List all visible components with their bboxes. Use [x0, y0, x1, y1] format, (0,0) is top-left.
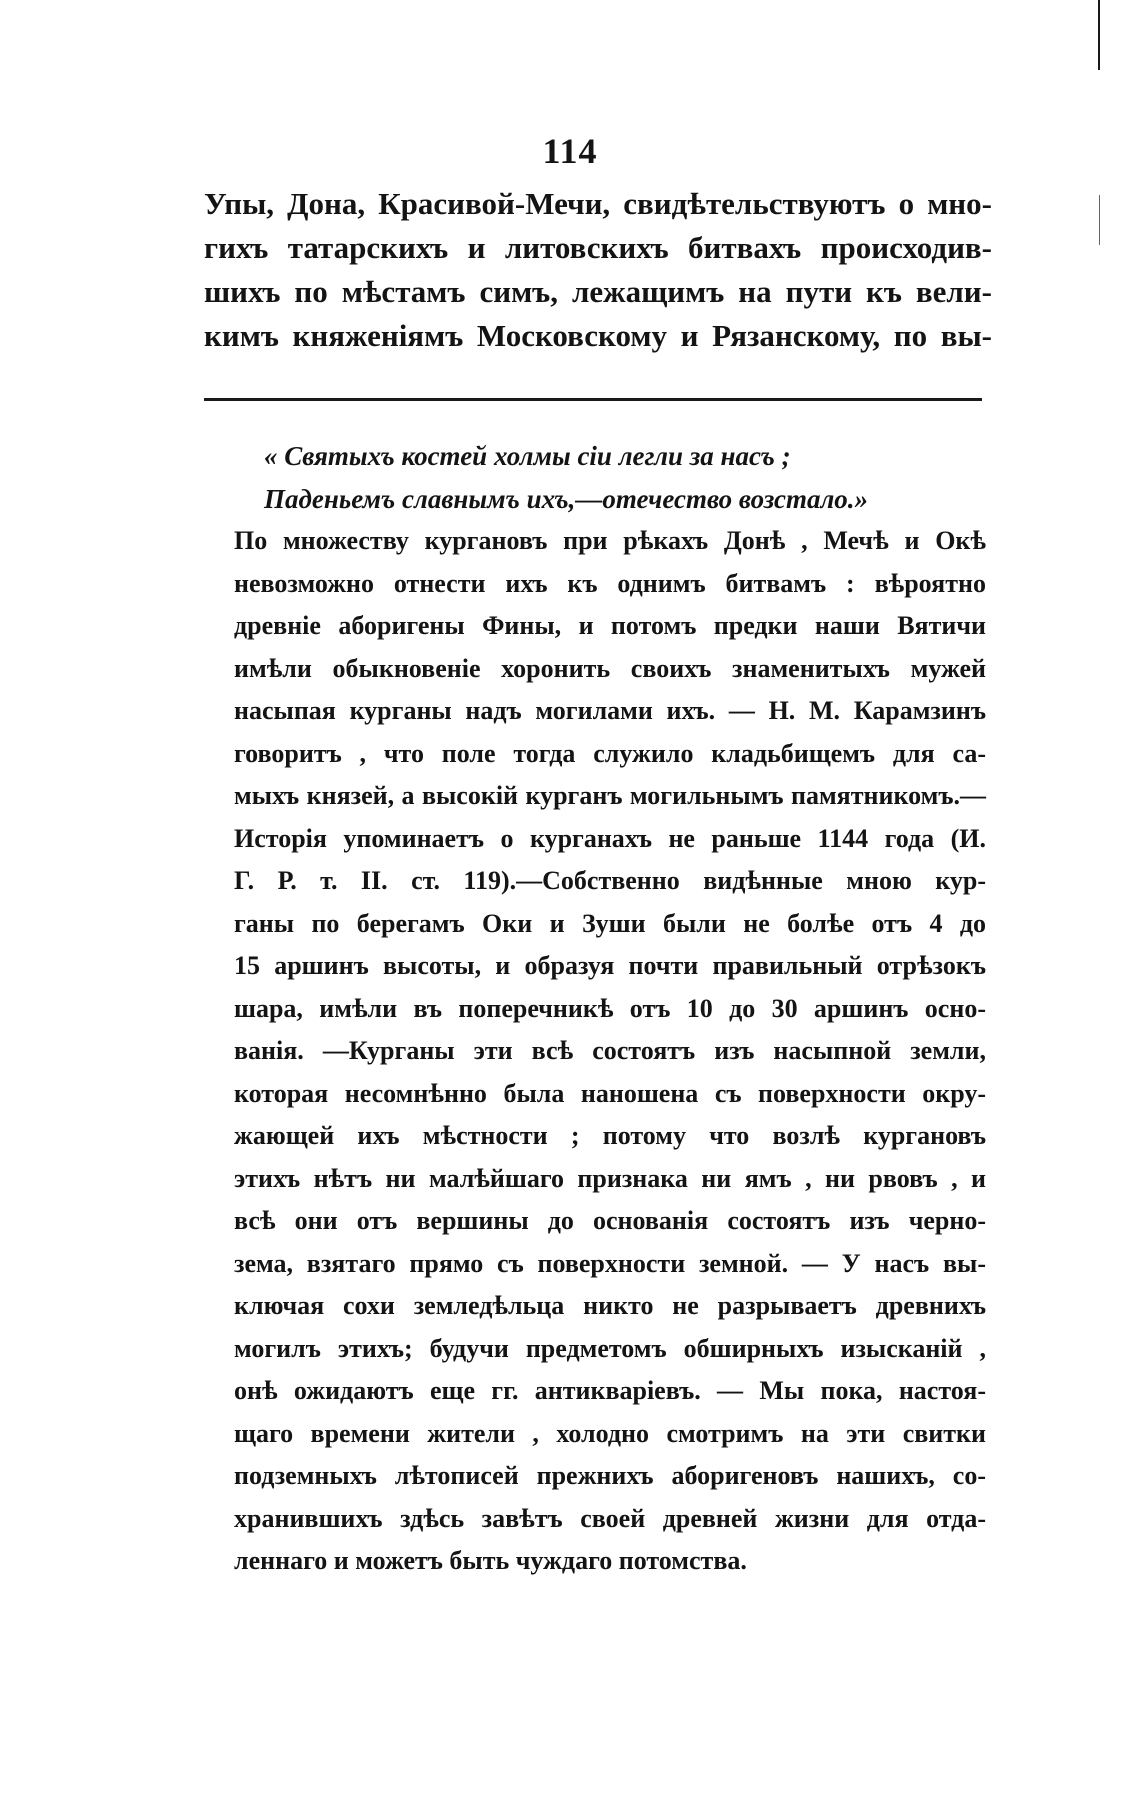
footnote-verse-line: Паденьемъ славнымъ ихъ,—отечество возстало.»	[264, 483, 869, 514]
footnote-line: леннаго и можетъ быть чуждаго потомства.	[234, 1546, 747, 1575]
main-text-line: шихъ по мѣстамъ симъ, лежащимъ на пути къ вели-	[204, 274, 992, 309]
footnote-separator	[204, 398, 982, 401]
main-text-line: кимъ княженіямъ Московскому и Рязанскому, по вы-	[204, 318, 992, 353]
main-text-block	[204, 182, 992, 358]
footnote-line: насыпая курганы надъ могилами ихъ. — Н. М. Карамзинъ	[234, 696, 986, 725]
footnote-line: всѣ они отъ вершины до основанія состоятъ изъ черно-	[234, 1206, 986, 1235]
footnote-line: шара, имѣли въ поперечникѣ отъ 10 до 30 аршинъ осно-	[234, 993, 986, 1023]
footnote-line: могилъ этихъ; будучи предметомъ обширныхъ изысканій ,	[234, 1333, 986, 1363]
footnote-block	[234, 435, 986, 1583]
footnote-line: подземныхъ лѣтописей прежнихъ аборигеновъ нашихъ, со-	[234, 1461, 986, 1490]
main-text-line: Упы, Дона, Красивой-Мечи, свидѣтельствуютъ о мно-	[204, 186, 992, 221]
footnote-line: невозможно отнести ихъ къ однимъ битвамъ : вѣроятно	[234, 568, 986, 598]
footnote-line: хранившихъ здѣсь завѣтъ своей древней жизни для отда-	[234, 1503, 986, 1533]
footnote-line: этихъ нѣтъ ни малѣйшаго признака ни ямъ , ни рвовъ , и	[234, 1163, 986, 1193]
page-edge-mark	[1098, 0, 1100, 70]
footnote-line: ганы по берегамъ Оки и Зуши были не болѣе отъ 4 до	[234, 908, 986, 938]
footnote-line: мыхъ князей, а высокій курганъ могильнымъ памятникомъ.—	[234, 781, 986, 810]
footnote-line: онѣ ожидаютъ еще гг. антикваріевъ. — Мы пока, настоя-	[234, 1376, 986, 1405]
footnote-line: жающей ихъ мѣстности ; потому что возлѣ кургановъ	[234, 1121, 986, 1150]
page-edge-mark-lower	[1099, 195, 1100, 245]
footnote-line: которая несомнѣнно была наношена съ поверхности окру-	[234, 1078, 986, 1108]
footnote-line: зема, взятаго прямо съ поверхности земной. — У насъ вы-	[234, 1248, 986, 1278]
footnote-line: ванія. —Курганы эти всѣ состоятъ изъ насыпной земли,	[234, 1036, 986, 1065]
main-text-line: гихъ татарскихъ и литовскихъ битвахъ происходив-	[204, 230, 992, 265]
footnote-line: говоритъ , что поле тогда служило кладьбищемъ для са-	[234, 738, 986, 768]
footnote-line: 15 аршинъ высоты, и образуя почти правильный отрѣзокъ	[234, 951, 986, 980]
footnote-line: По множеству кургановъ при рѣкахъ Донѣ , Мечѣ и Окѣ	[234, 526, 986, 555]
footnote-line: ключая сохи земледѣльца никто не разрываетъ древнихъ	[234, 1291, 986, 1320]
footnote-line: имѣли обыкновеніе хоронить своихъ знаменитыхъ мужей	[234, 653, 986, 683]
page-number: 114	[542, 131, 598, 171]
footnote-line: Исторія упоминаетъ о курганахъ не раньше 1144 года (И.	[234, 823, 986, 853]
footnote-line: древніе аборигены Фины, и потомъ предки наши Вятичи	[234, 611, 986, 640]
footnote-line: щаго времени жители , холодно смотримъ на эти свитки	[234, 1418, 986, 1448]
footnote-verse-line: « Святыхъ костей холмы сіи легли за насъ ;	[264, 441, 791, 471]
footnote-line: Г. Р. т. II. ст. 119).—Собственно видѣнные мною кур-	[234, 866, 986, 895]
